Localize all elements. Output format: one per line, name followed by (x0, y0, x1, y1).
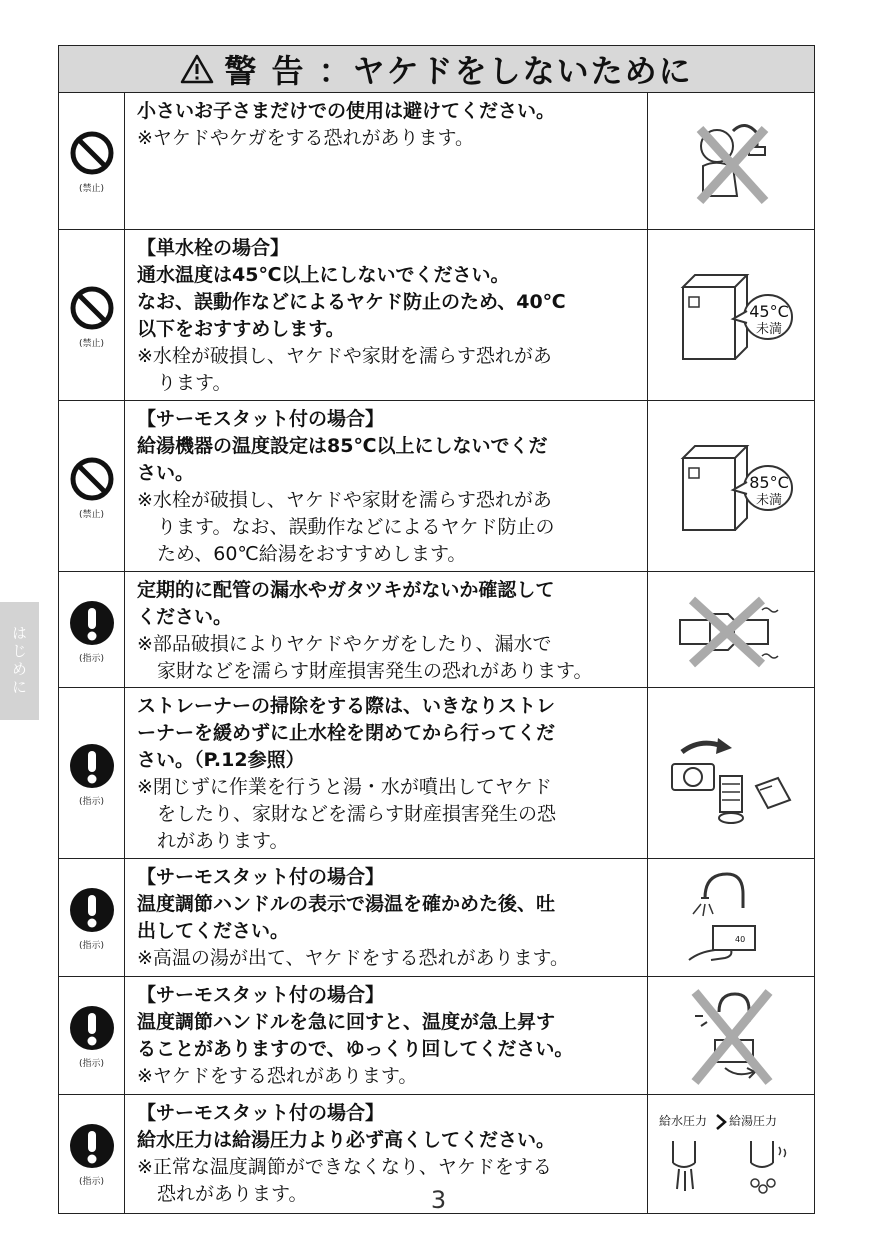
water-heater-illustration (648, 401, 812, 574)
bubble-label: 未満 (755, 321, 783, 337)
prohibit-symbol (59, 230, 125, 403)
note-line: ※部品破損によりヤケドやケガをしたり、漏水で (137, 633, 552, 655)
text-line: 温度調節ハンドルの表示で湯温を確かめた後、吐 (137, 893, 556, 915)
text-line: ーナーを緩めずに止水栓を閉めてから行ってくだ (137, 722, 556, 744)
warning-title: 警 告 ：ヤケドをしないために (224, 52, 693, 90)
note-line: ※ヤケドやケガをする恐れがあります。 (137, 127, 475, 149)
bubble-temp: 45°C (749, 301, 789, 321)
warning-text (125, 401, 648, 574)
temperature-dial-illustration (648, 859, 812, 978)
exclamation-icon (68, 742, 116, 790)
warning-text (125, 572, 648, 691)
prohibit-caption: (禁止) (78, 339, 105, 349)
prohibition-icon (68, 129, 116, 177)
prohibit-caption: (禁止) (78, 183, 105, 194)
warning-text (125, 977, 648, 1096)
warning-text (125, 688, 648, 861)
note-line: ※正常な温度調節ができなくなり、ヤケドをする (137, 1156, 552, 1178)
water-heater-illustration (648, 230, 812, 403)
note-line: ※水栓が破損し、ヤケドや家財を濡らす恐れがあ (137, 345, 552, 367)
text-line: 給水圧力は給湯圧力より必ず高くしてください。 (137, 1129, 556, 1151)
note-line: ※ヤケドをする恐れがあります。 (137, 1065, 418, 1087)
instruct-symbol (59, 859, 125, 978)
exclamation-icon (68, 886, 116, 934)
supply-pressure-label: 給水圧力 (659, 1113, 708, 1128)
text-line: さい。（P.12参照） (137, 749, 305, 771)
note-line: ※高温の湯が出て、ヤケドをする恐れがあります。 (137, 947, 570, 969)
text-line: 【サーモスタット付の場合】 (137, 866, 385, 888)
text-line: ることがありますので、ゆっくり回してください。 (137, 1038, 574, 1060)
instruct-caption: (指示) (78, 1177, 105, 1187)
warning-triangle-icon (180, 54, 214, 84)
child-faucet-illustration (648, 93, 812, 229)
text-line: 以下をおすすめします。 (137, 318, 345, 340)
exclamation-icon (68, 599, 116, 647)
text-line: 【サーモスタット付の場合】 (137, 408, 385, 430)
note-line: ※水栓が破損し、ヤケドや家財を濡らす恐れがあ (137, 489, 552, 511)
warning-row (59, 230, 814, 401)
warning-row (59, 572, 814, 688)
warning-row (59, 859, 814, 977)
warning-text (125, 230, 648, 403)
page-number: 3 (430, 1186, 447, 1214)
text-line: なお、誤動作などによるヤケド防止のため、40℃ (137, 291, 566, 313)
text-line: 【単水栓の場合】 (137, 237, 290, 259)
bubble-label: 未満 (755, 492, 783, 508)
instruct-caption: (指示) (78, 1059, 105, 1069)
prohibit-symbol (59, 93, 125, 229)
note-line: ります。なお、誤動作などによるヤケド防止の (157, 516, 555, 538)
text-line: 【サーモスタット付の場合】 (137, 1102, 385, 1124)
note-line: をしたり、家財などを濡らす財産損害発生の恐 (157, 803, 557, 825)
instruct-symbol (59, 572, 125, 691)
section-side-tab (0, 602, 39, 720)
warning-row (59, 688, 814, 859)
note-line: 家財などを濡らす財産損害発生の恐れがあります。 (157, 660, 593, 682)
instruct-symbol (59, 977, 125, 1096)
instruct-symbol (59, 688, 125, 861)
prohibition-icon (68, 284, 116, 332)
exclamation-icon (68, 1004, 116, 1052)
note-line: ※閉じずに作業を行うと湯・水が噴出してヤケド (137, 776, 552, 798)
text-line: 給湯機器の温度設定は85℃以上にしないでくだ (137, 435, 548, 457)
warning-row (59, 93, 814, 230)
prohibit-caption: (禁止) (78, 510, 105, 520)
prohibit-symbol (59, 401, 125, 574)
warning-table (58, 45, 815, 1214)
side-tab-label: はじめに (10, 625, 28, 697)
rapid-turn-illustration (648, 977, 812, 1096)
warning-text (125, 859, 648, 978)
warning-row (59, 977, 814, 1095)
instruct-caption: (指示) (78, 941, 105, 951)
instruct-caption: (指示) (78, 797, 105, 807)
note-line: ります。 (157, 372, 232, 394)
exclamation-icon (68, 1122, 116, 1170)
pipe-joint-illustration (648, 572, 812, 691)
bubble-temp: 85°C (749, 472, 789, 492)
text-line: 出してください。 (137, 920, 290, 942)
dial-reading: 40 (735, 934, 746, 944)
text-line: 定期的に配管の漏水やガタツキがないか確認して (137, 579, 555, 601)
instruct-caption: (指示) (78, 654, 105, 664)
text-line: 【サーモスタット付の場合】 (137, 984, 385, 1006)
text-line: 温度調節ハンドルを急に回すと、温度が急上昇す (137, 1011, 556, 1033)
prohibition-icon (68, 455, 116, 503)
warning-header (59, 46, 814, 93)
warning-row (59, 401, 814, 572)
note-line: ため、60℃給湯をおすすめします。 (157, 543, 467, 565)
note-line: れがあります。 (157, 830, 289, 852)
hot-supply-pressure-label: 給湯圧力 (729, 1113, 778, 1128)
note-line: 恐れがあります。 (157, 1183, 308, 1205)
text-line: 小さいお子さまだけでの使用は避けてください。 (137, 100, 556, 122)
text-line: さい。 (137, 462, 195, 484)
text-line: 通水温度は45℃以上にしないでください。 (137, 264, 510, 286)
strainer-cleaning-illustration (648, 688, 812, 861)
text-line: ストレーナーの掃除をする際は、いきなりストレ (137, 695, 556, 717)
text-line: ください。 (137, 606, 233, 628)
warning-text (125, 93, 648, 229)
